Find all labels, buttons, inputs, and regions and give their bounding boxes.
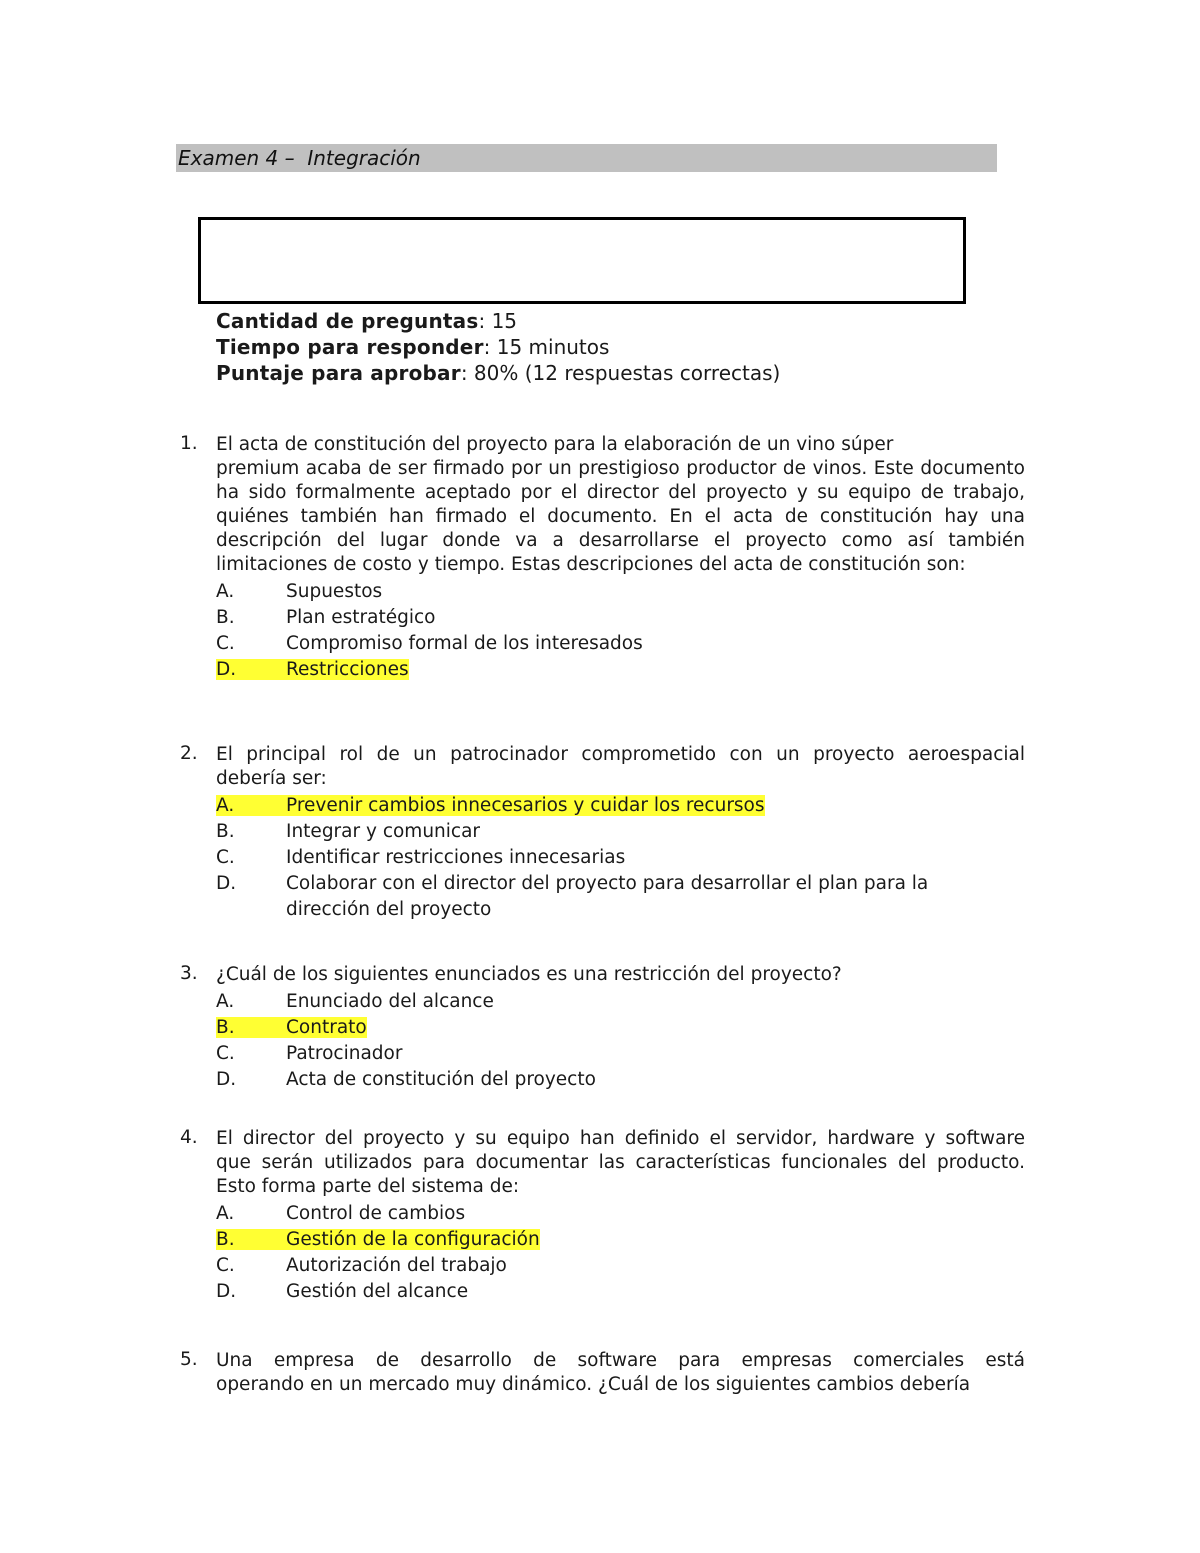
question-stem [216,1127,1025,1199]
question-first-line: El acta de constitución del proyecto para la elaboración de un vino súper [216,434,894,455]
question-number: 2. [180,743,198,764]
exam-summary [216,308,780,386]
option-b[interactable]: B. Integrar y comunicar [216,821,481,842]
option-d[interactable]: D. Acta de constitución del proyecto [216,1069,596,1090]
question-text: premium acaba de ser firmado por un prestigioso productor de vinos. Este documento ha sido formalmente aceptado por el director del proyecto y su equipo de trabajo, quiénes también han firmado el documento. En el acta de constitución hay una descripción del lugar donde va a desarrollarse el proyecto como así también limitaciones de costo y tiempo. Estas descripciones del acta de constitución son: [216,458,1025,575]
option-d[interactable]: D. Colaborar con el director del proyecto para desarrollar el plan para la dirección del proyecto [216,873,929,920]
question-2 [180,743,1025,923]
option-c[interactable]: C. Autorización del trabajo [216,1255,507,1276]
option-b[interactable]: B. Plan estratégico [216,607,436,628]
question-stem [216,1349,1025,1397]
options-list [216,1201,1025,1305]
option-d[interactable]: D. Gestión del alcance [216,1281,469,1302]
question-first-line: El director del proyecto y su equipo han definido el servidor, hardware y software [216,1128,1025,1149]
option-a-correct[interactable]: A. Prevenir cambios innecesarios y cuidar los recursos [216,795,765,816]
option-c[interactable]: C. Identificar restricciones innecesarias [216,847,626,868]
question-number: 1. [180,433,198,454]
time-label: Tiempo para responder [216,335,484,359]
question-stem [216,433,1025,577]
question-first-line: ¿Cuál de los siguientes enunciados es una restricción del proyecto? [216,964,842,985]
question-4 [180,1127,1025,1305]
question-stem [216,963,1025,987]
options-list [216,793,1025,923]
question-number: 3. [180,963,198,984]
score-value: : 80% (12 respuestas correctas) [460,361,781,385]
time-row [216,334,780,360]
question-text: debería ser: [216,768,327,789]
exam-title-bar [176,144,997,172]
question-1 [180,433,1025,683]
option-d-correct[interactable]: D. Restricciones [216,659,409,680]
options-list [216,579,1025,683]
score-label: Puntaje para aprobar [216,361,461,385]
question-3 [180,963,1025,1093]
option-a[interactable]: A. Control de cambios [216,1203,466,1224]
question-number: 5. [180,1349,198,1370]
option-c[interactable]: C. Patrocinador [216,1043,403,1064]
option-a[interactable]: A. Enunciado del alcance [216,991,494,1012]
option-c[interactable]: C. Compromiso formal de los interesados [216,633,643,654]
questions-count-row [216,308,780,334]
questions-count-label: Cantidad de preguntas [216,309,479,333]
option-a[interactable]: A. Supuestos [216,581,383,602]
question-stem [216,743,1025,791]
options-list [216,989,1025,1093]
empty-info-box [198,217,966,304]
time-value: : 15 minutos [483,335,610,359]
question-text: operando en un mercado muy dinámico. ¿Cuál de los siguientes cambios debería [216,1374,971,1395]
exam-title: Examen 4 – Integración [178,146,421,170]
option-b-correct[interactable]: B. Contrato [216,1017,367,1038]
option-b-correct[interactable]: B. Gestión de la configuración [216,1229,540,1250]
question-first-line: Una empresa de desarrollo de software para empresas comerciales está [216,1350,1025,1371]
question-first-line: El principal rol de un patrocinador comprometido con un proyecto aeroespacial [216,744,1025,765]
question-number: 4. [180,1127,198,1148]
score-row [216,360,780,386]
question-5 [180,1349,1025,1397]
questions-count-value: : 15 [478,309,518,333]
question-text: que serán utilizados para documentar las características funcionales del producto. Esto forma parte del sistema de: [216,1152,1025,1197]
